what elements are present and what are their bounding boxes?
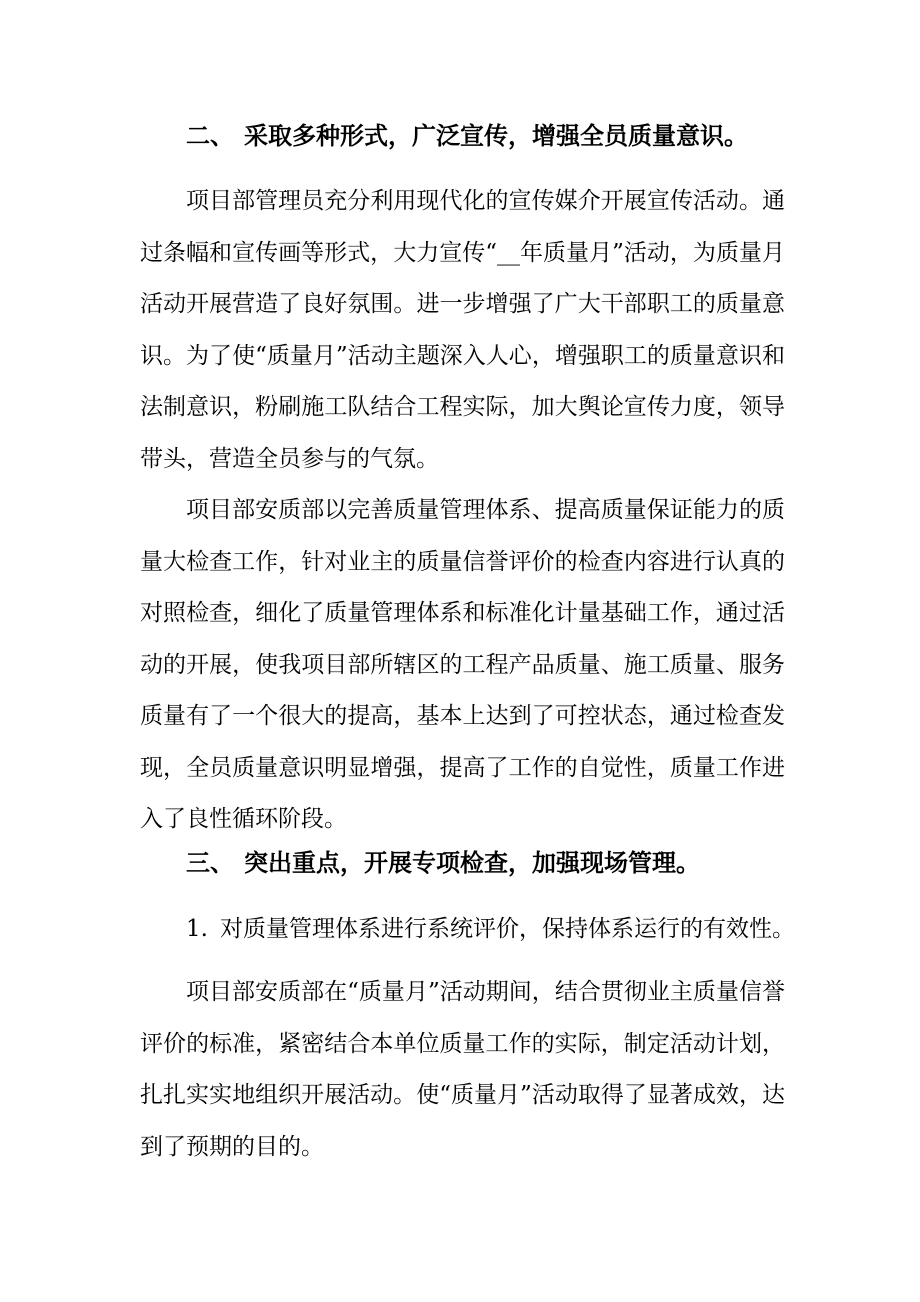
list-item-1-text: 对质量管理体系进行系统评价，保持体系运行的有效性。 <box>220 916 795 942</box>
list-item-1-number: 1. <box>186 916 208 942</box>
section-3-heading <box>186 846 886 880</box>
paragraph-publicity: 项目部管理员充分利用现代化的宣传媒介开展宣传活动。通过条幅和宣传画等形式，大力宣传“__年质量月”活动，为质量月活动开展营造了良好氛围。进一步增强了广大干部职工的质量意识。为了使“质量月”活动主题深入人心，增强职工的质量意识和法制意识，粉刷施工队结合工程实际，加大舆论宣传力度，领导带头，营造全员参与的气氛。 <box>140 188 785 472</box>
section-2-heading <box>186 119 886 153</box>
section-3-title: 突出重点，开展专项检查，加强现场管理。 <box>244 848 700 877</box>
section-3-number: 三、 <box>186 848 234 877</box>
paragraph-quality-month: 项目部安质部在“质量月”活动期间，结合贯彻业主质量信誉评价的标准，紧密结合本单位质量工作的实际，制定活动计划，扎扎实实地组织开展活动。使“质量月”活动取得了显著成效，达到了预期的目的。 <box>140 979 785 1160</box>
section-2-number: 二、 <box>186 121 234 150</box>
list-item-1 <box>186 912 826 946</box>
section-2-title: 采取多种形式，广泛宣传，增强全员质量意识。 <box>244 121 748 150</box>
paragraph-inspection: 项目部安质部以完善质量管理体系、提高质量保证能力的质量大检查工作，针对业主的质量信誉评价的检查内容进行认真的对照检查，细化了质量管理体系和标准化计量基础工作，通过活动的开展，使我项目部所辖区的工程产品质量、施工质量、服务质量有了一个很大的提高，基本上达到了可控状态，通过检查发现，全员质量意识明显增强，提高了工作的自觉性，质量工作进入了良性循环阶段。 <box>140 497 785 832</box>
